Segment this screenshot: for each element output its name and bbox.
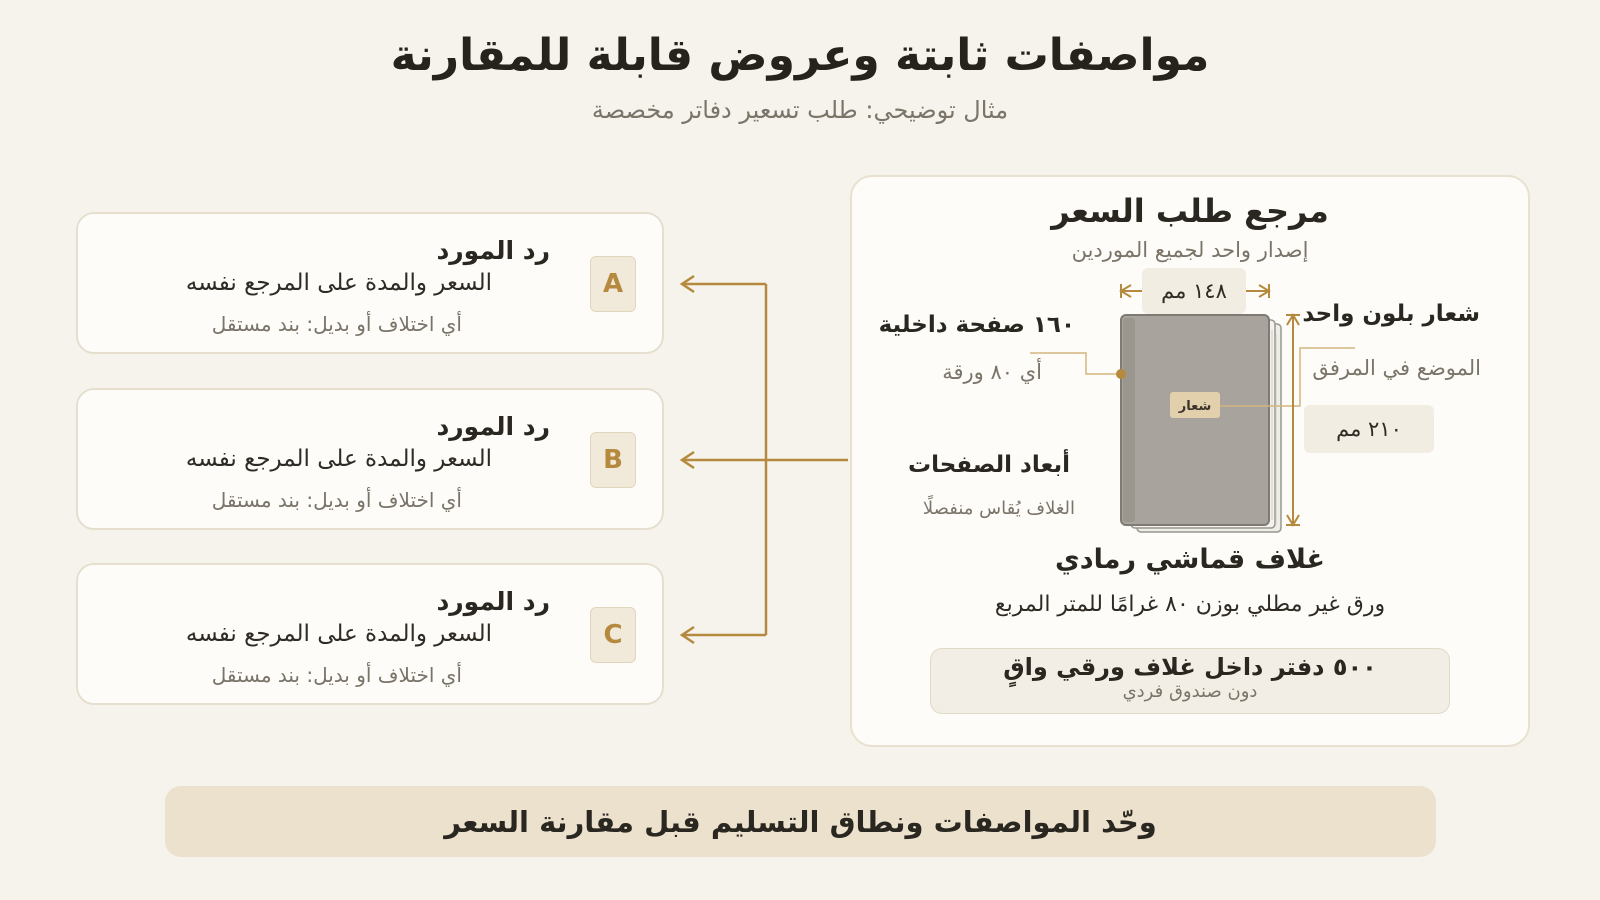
notebook-spine: [1123, 318, 1135, 522]
quantity-main: ٥٠٠ دفتر داخل غلاف ورقي واقٍ: [1003, 653, 1377, 681]
supplier-letter-badge: B: [590, 432, 636, 488]
footer-banner: [165, 786, 1436, 857]
reply-note: أي اختلاف أو بديل: بند مستقل: [211, 663, 462, 687]
supplier-letter-badge: A: [590, 256, 636, 312]
logo-tag-text: شعار: [1178, 399, 1212, 414]
notebook-cover: [1121, 315, 1269, 525]
pages-leader-dot: [1116, 369, 1126, 379]
reply-title: رد المورد: [436, 412, 550, 441]
reference-subtitle: إصدار واحد لجميع الموردين: [1071, 238, 1309, 262]
paper-spec: ورق غير مطلي بوزن ٨٠ غرامًا للمتر المربع: [994, 592, 1386, 617]
footer-text: وحّد المواصفات ونطاق التسليم قبل مقارنة السعر: [444, 804, 1157, 839]
reference-title: مرجع طلب السعر: [1051, 192, 1329, 230]
quantity-sub: دون صندوق فردي: [1122, 681, 1258, 702]
reply-title: رد المورد: [436, 587, 550, 616]
reply-note: أي اختلاف أو بديل: بند مستقل: [211, 312, 462, 336]
reply-line: السعر والمدة على المرجع نفسه: [185, 446, 492, 472]
page-title: مواصفات ثابتة وعروض قابلة للمقارنة: [390, 30, 1210, 81]
reply-line: السعر والمدة على المرجع نفسه: [185, 270, 492, 296]
pages-label: ١٦٠ صفحة داخلية: [878, 312, 1075, 338]
logo-label: شعار بلون واحد: [1302, 301, 1480, 327]
pages-sublabel: أي ٨٠ ورقة: [942, 360, 1042, 384]
logo-sublabel: الموضع في المرفق: [1312, 356, 1481, 380]
page-dimensions-label: أبعاد الصفحات: [907, 452, 1070, 478]
height-dimension-chip: ٢١٠ مم: [1304, 405, 1434, 453]
page-subtitle: مثال توضيحي: طلب تسعير دفاتر مخصصة: [591, 96, 1009, 124]
cover-label: غلاف قماشي رمادي: [1055, 544, 1325, 575]
width-dimension-chip: ١٤٨ مم: [1142, 268, 1246, 314]
reply-line: السعر والمدة على المرجع نفسه: [185, 621, 492, 647]
reply-title: رد المورد: [436, 236, 550, 265]
reply-note: أي اختلاف أو بديل: بند مستقل: [211, 488, 462, 512]
page-dimensions-sublabel: الغلاف يُقاس منفصلًا: [922, 498, 1075, 519]
supplier-letter-badge: C: [590, 607, 636, 663]
quantity-box: [930, 648, 1450, 714]
pages-leader-line: [1030, 353, 1121, 374]
